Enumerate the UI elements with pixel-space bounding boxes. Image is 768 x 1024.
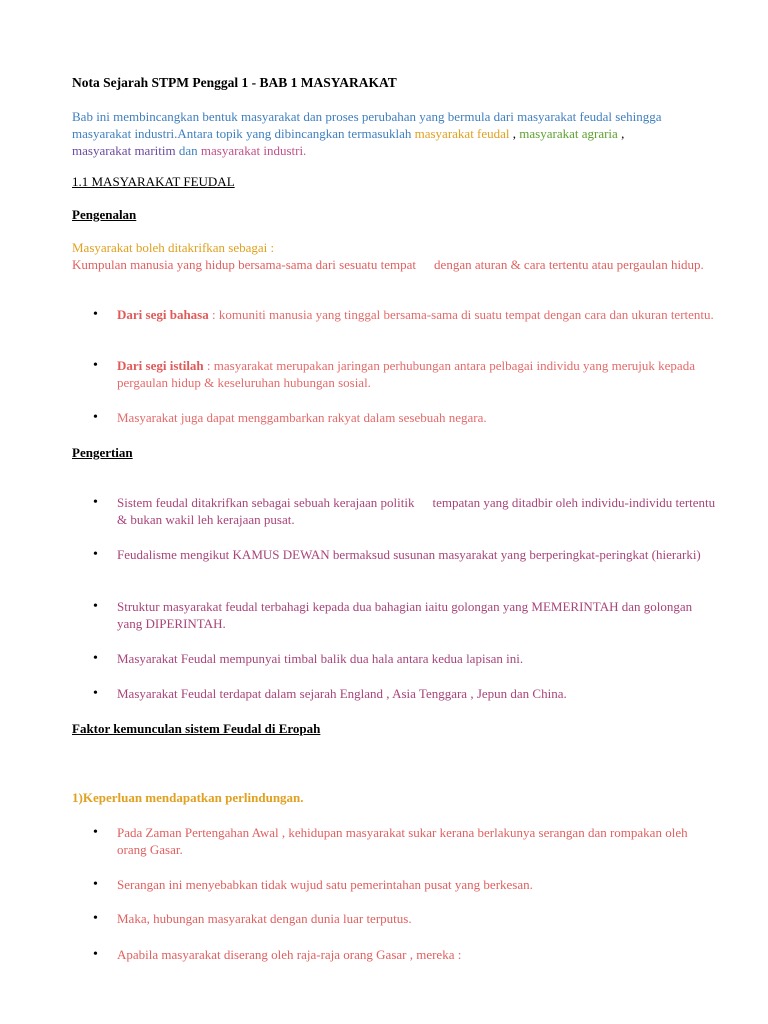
intro-dan: dan — [175, 143, 201, 158]
intro-paragraph — [72, 108, 712, 159]
heading-faktor: Faktor kemunculan sistem Feudal di Eropah — [72, 721, 321, 736]
list-item: • Dari segi istilah : masyarakat merupakan jaringan perhubungan antara pelbagai individu yang merujuk kepada pergaulan hidup & keseluruhan hubungan sosial. — [117, 357, 717, 391]
definition-line2a: Kumpulan manusia yang hidup bersama-sama dari sesuatu tempat — [72, 257, 417, 272]
list-item: • Maka, hubungan masyarakat dengan dunia luar terputus. — [117, 910, 717, 927]
list-item: • Pada Zaman Pertengahan Awal , kehidupan masyarakat sukar kerana berlakunya serangan dan rompakan oleh orang Gasar. — [117, 824, 717, 858]
list-item: • Dari segi bahasa : komuniti manusia yang tinggal bersama-sama di suatu tempat dengan cara dan ukuran tertentu. — [117, 306, 717, 323]
heading-pengenalan: Pengenalan — [72, 207, 137, 222]
intro-sep2: , — [617, 126, 625, 141]
list-item: • Sistem feudal ditakrifkan sebagai sebuah kerajaan politik tempatan yang ditadbir oleh individu-individu tertentu & bukan wakil leh kerajaan pusat. — [117, 494, 717, 528]
document-title: Nota Sejarah STPM Penggal 1 - BAB 1 MASYARAKAT — [72, 75, 397, 90]
list-item: • Masyarakat Feudal terdapat dalam sejarah England , Asia Tenggara , Jepun dan China. — [117, 685, 717, 702]
intro-maritim: masyarakat maritim — [72, 143, 176, 158]
pengenalan-definition — [72, 239, 712, 273]
list-item: • Serangan ini menyebabkan tidak wujud satu pemerintahan pusat yang berkesan. — [117, 876, 717, 893]
intro-agraria: masyarakat agraria — [519, 126, 618, 141]
intro-industri: masyarakat industri. — [200, 143, 307, 158]
intro-feudal: masyarakat feudal — [414, 126, 510, 141]
heading-pengertian: Pengertian — [72, 445, 133, 460]
subheading-perlindungan: 1)Keperluan mendapatkan perlindungan. — [72, 790, 304, 805]
section-heading-1-1: 1.1 MASYARAKAT FEUDAL — [72, 174, 235, 189]
definition-line2b: dengan aturan & cara tertentu atau pergaulan hidup. — [434, 257, 704, 272]
intro-sep1: , — [509, 126, 520, 141]
intro-text: Bab ini membincangkan bentuk masyarakat dan proses perubahan yang bermula dari masyarakat feudal sehingga masyarakat industri.Antara topik yang dibincangkan termasuklah — [72, 109, 662, 141]
list-item: • Masyarakat Feudal mempunyai timbal balik dua hala antara kedua lapisan ini. — [117, 650, 717, 667]
list-item: • Feudalisme mengikut KAMUS DEWAN bermaksud susunan masyarakat yang berperingkat-peringkat (hierarki) — [117, 546, 717, 563]
list-item: • Masyarakat juga dapat menggambarkan rakyat dalam sesebuah negara. — [117, 409, 717, 426]
definition-line1: Masyarakat boleh ditakrifkan sebagai : — [72, 240, 275, 255]
list-item: • Struktur masyarakat feudal terbahagi kepada dua bahagian iaitu golongan yang MEMERINTAH dan golongan yang DIPERINTAH. — [117, 598, 717, 632]
list-item: • Apabila masyarakat diserang oleh raja-raja orang Gasar , mereka : — [117, 946, 717, 963]
